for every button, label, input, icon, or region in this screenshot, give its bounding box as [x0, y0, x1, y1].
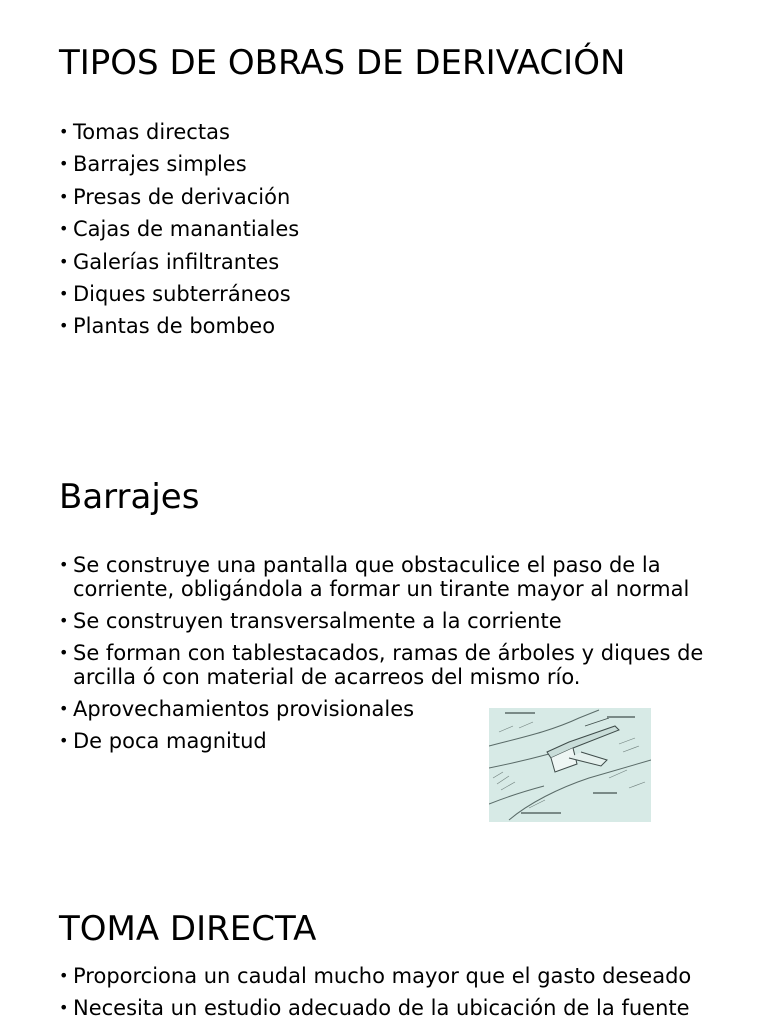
list-item: • Presas de derivación	[59, 185, 299, 209]
list-item: • Barrajes simples	[59, 152, 299, 176]
barraje-sketch-image	[489, 708, 651, 822]
list-item: • Cajas de manantiales	[59, 217, 299, 241]
list-item: • Se construyen transversalmente a la corriente	[59, 609, 719, 633]
bullet-list	[59, 964, 709, 1020]
barraje-sketch-drawing	[489, 708, 651, 822]
list-item: • De poca magnitud	[59, 729, 719, 753]
slide-title: TIPOS DE OBRAS DE DERIVACIÓN	[59, 43, 626, 83]
list-item: • Aprovechamientos provisionales	[59, 697, 719, 721]
list-item: • Plantas de bombeo	[59, 314, 299, 338]
list-item: • Diques subterráneos	[59, 282, 299, 306]
slide-title: Barrajes	[59, 477, 200, 517]
slide-title: TOMA DIRECTA	[59, 909, 317, 949]
bullet-list	[59, 120, 299, 347]
list-item: • Se forman con tablestacados, ramas de árboles y diques de arcilla ó con material de acarreos del mismo río.	[59, 641, 719, 689]
list-item: • Tomas directas	[59, 120, 299, 144]
list-item: • Necesita un estudio adecuado de la ubicación de la fuente	[59, 996, 709, 1020]
list-item: • Proporciona un caudal mucho mayor que el gasto deseado	[59, 964, 709, 988]
list-item: • Galerías infiltrantes	[59, 250, 299, 274]
list-item: • Se construye una pantalla que obstaculice el paso de la corriente, obligándola a formar un tirante mayor al normal	[59, 553, 719, 601]
